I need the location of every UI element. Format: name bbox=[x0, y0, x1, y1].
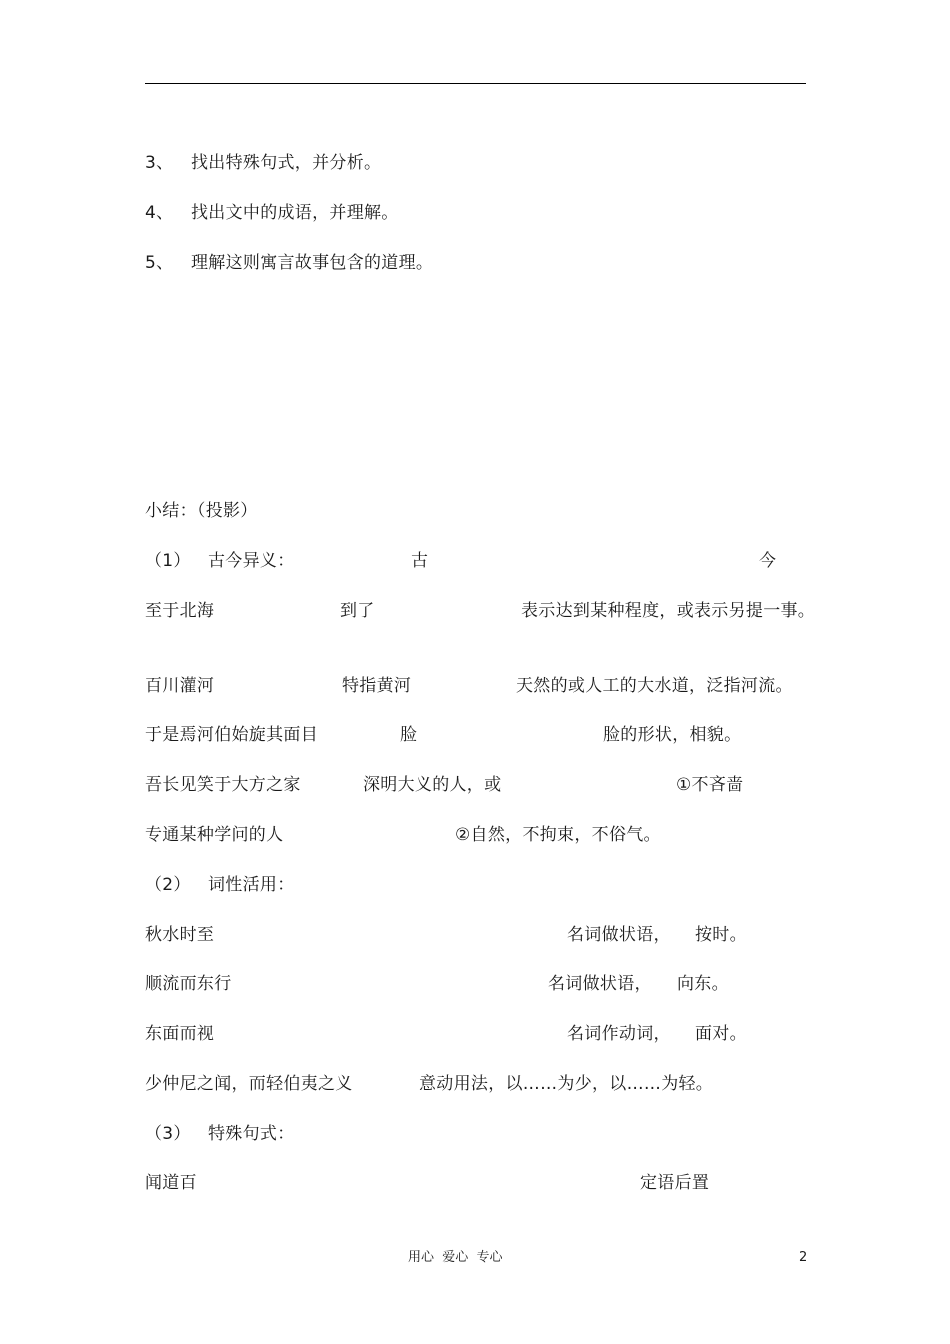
section2-row3-phrase: 东面而视 bbox=[145, 1024, 215, 1044]
question-5-number: 5、 bbox=[145, 253, 174, 273]
section1-row4-ancient: 深明大义的人，或 bbox=[363, 775, 502, 795]
section1-row3-phrase: 于是焉河伯始旋其面目 bbox=[145, 725, 318, 745]
section1-row5-phrase: 专通某种学问的人 bbox=[145, 825, 284, 845]
section3-row1-phrase: 闻道百 bbox=[145, 1173, 197, 1193]
section3-title: 特殊句式： bbox=[208, 1124, 295, 1144]
footer-slogan: 用心 爱心 专心 bbox=[408, 1250, 503, 1265]
section2-row1-phrase: 秋水时至 bbox=[145, 925, 215, 945]
section2-title: 词性活用： bbox=[208, 875, 295, 895]
section2-row1-usage: 名词做状语， bbox=[567, 925, 671, 945]
section2-row4-phrase: 少仲尼之闻，而轻伯夷之义 bbox=[145, 1074, 353, 1094]
section1-row2-modern: 天然的或人工的大水道，泛指河流。 bbox=[516, 676, 793, 696]
section1-row3-ancient: 脸 bbox=[400, 725, 418, 745]
question-4-number: 4、 bbox=[145, 203, 174, 223]
section1-row1-ancient: 到了 bbox=[340, 601, 375, 621]
question-4-text: 找出文中的成语，并理解。 bbox=[191, 203, 399, 223]
column-modern-header: 今 bbox=[759, 551, 777, 571]
column-ancient-header: 古 bbox=[411, 551, 429, 571]
section3-number: （3） bbox=[145, 1124, 191, 1144]
question-3-text: 找出特殊句式，并分析。 bbox=[191, 153, 382, 173]
section1-row5-modern: ②自然，不拘束，不俗气。 bbox=[455, 825, 661, 845]
header-rule bbox=[145, 83, 806, 84]
section1-row4-modern: ①不吝啬 bbox=[676, 775, 744, 795]
section2-row2-usage: 名词做状语， bbox=[548, 974, 652, 994]
section1-row3-modern: 脸的形状，相貌。 bbox=[603, 725, 742, 745]
section1-row1-phrase: 至于北海 bbox=[145, 601, 215, 621]
section2-row2-meaning: 向东。 bbox=[677, 974, 729, 994]
section3-row1-type: 定语后置 bbox=[640, 1173, 710, 1193]
page-number: 2 bbox=[799, 1250, 808, 1265]
section2-number: （2） bbox=[145, 875, 191, 895]
section2-row3-meaning: 面对。 bbox=[695, 1024, 747, 1044]
question-3-number: 3、 bbox=[145, 153, 174, 173]
section2-row2-phrase: 顺流而东行 bbox=[145, 974, 232, 994]
section2-row4-usage: 意动用法，以……为少，以……为轻。 bbox=[419, 1074, 714, 1094]
section2-row3-usage: 名词作动词， bbox=[567, 1024, 671, 1044]
section1-row1-modern: 表示达到某种程度，或表示另提一事。 bbox=[521, 601, 816, 621]
section1-number: （1） bbox=[145, 551, 191, 571]
section2-row1-meaning: 按时。 bbox=[695, 925, 747, 945]
section1-title: 古今异义： bbox=[208, 551, 295, 571]
summary-title: 小结：（投影） bbox=[145, 501, 258, 521]
section1-row4-phrase: 吾长见笑于大方之家 bbox=[145, 775, 301, 795]
section1-row2-phrase: 百川灌河 bbox=[145, 676, 215, 696]
question-5-text: 理解这则寓言故事包含的道理。 bbox=[191, 253, 434, 273]
section1-row2-ancient: 特指黄河 bbox=[342, 676, 412, 696]
